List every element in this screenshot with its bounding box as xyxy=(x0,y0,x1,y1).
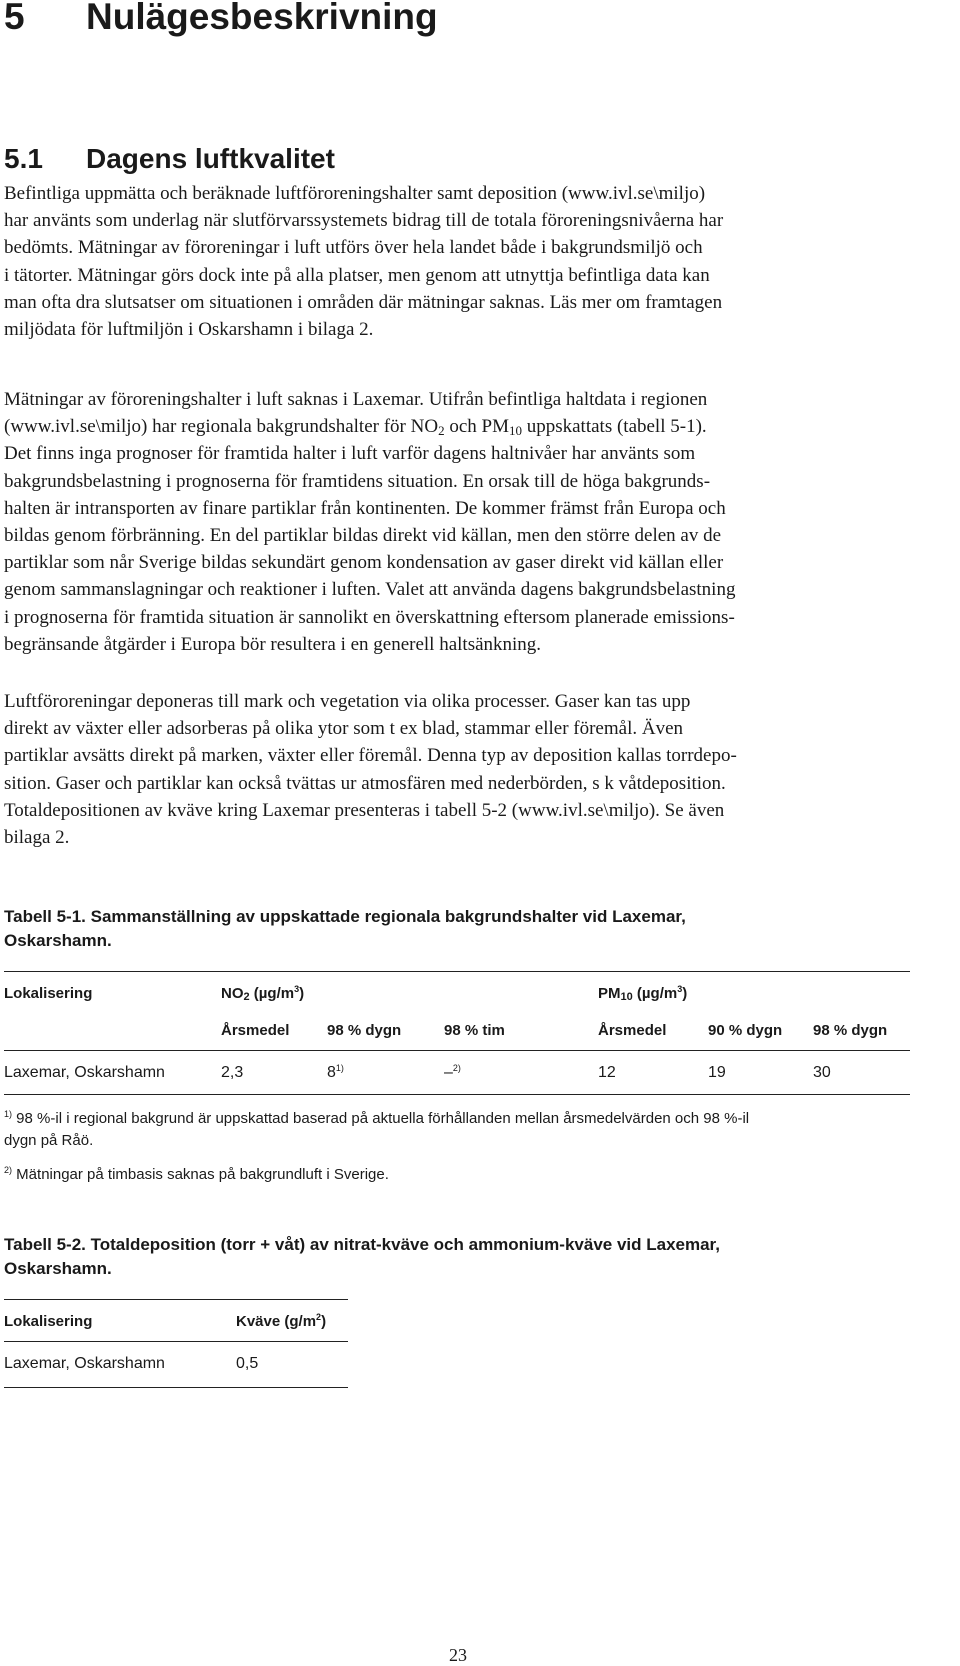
text-line: halten är intransporten av finare partiklar från kontinenten. De kommer främst från Europa och xyxy=(4,497,726,519)
table2-top-rule xyxy=(4,1299,348,1300)
chapter-number: 5 xyxy=(4,0,25,37)
text-line: bedömts. Mätningar av föroreningar i luft utförs över hela landet både i bakgrundsmiljö och xyxy=(4,237,703,259)
text-line-formula xyxy=(4,413,929,440)
table1-header-pm10 xyxy=(598,985,687,1002)
text-line: partiklar avsätts direkt på marken, växter eller föremål. Denna typ av deposition kallas torrdepo- xyxy=(4,745,737,767)
table1-subheader: Årsmedel xyxy=(221,1022,290,1039)
chapter-heading xyxy=(4,0,438,38)
table1-footnote-1 xyxy=(4,1108,934,1152)
table1-header-no2 xyxy=(221,985,304,1002)
text-line: Totaldepositionen av kväve kring Laxemar presenteras i tabell 5-2 (www.ivl.se\miljo). Se även xyxy=(4,799,725,821)
table1-cell-no2-tim xyxy=(444,1064,461,1082)
subscript: 10 xyxy=(508,423,522,439)
text-line: i tätorter. Mätningar görs dock inte på alla platser, men genom att utnyttja befintliga data kan xyxy=(4,264,710,286)
header-text: ) xyxy=(299,985,305,1002)
text-segment: uppskattats (tabell 5-1). xyxy=(521,416,707,438)
table1-subheader: 90 % dygn xyxy=(708,1022,783,1039)
text-line: Det finns inga prognoser för framtida halter i luft varför dagens haltnivåer har använts som xyxy=(4,443,696,465)
footnote-ref: 2) xyxy=(452,1063,461,1073)
table1-subheader: Årsmedel xyxy=(598,1022,667,1039)
caption-line: Oskarshamn. xyxy=(4,931,112,950)
text-segment: (www.ivl.se\miljo) har regionala bakgrundshalter för NO xyxy=(4,416,439,438)
paragraph-1 xyxy=(4,180,929,343)
table1-cell-pm-arsmedel: 12 xyxy=(598,1064,616,1081)
paragraph-3 xyxy=(4,688,929,851)
caption-line: Oskarshamn. xyxy=(4,1259,112,1278)
page-number: 23 xyxy=(449,1645,467,1665)
table1-cell-no2-arsmedel: 2,3 xyxy=(221,1064,244,1081)
section-number: 5.1 xyxy=(4,143,43,174)
header-text: ) xyxy=(682,985,688,1002)
table2-header-kvave xyxy=(236,1313,326,1330)
text-segment: och PM xyxy=(444,416,509,438)
table1-cell-location: Laxemar, Oskarshamn xyxy=(4,1064,165,1081)
table1-caption xyxy=(4,905,924,953)
paragraph-2 xyxy=(4,386,929,658)
table1-top-rule xyxy=(4,971,910,972)
text-line: sition. Gaser och partiklar kan också tvättas ur atmosfären med nederbörden, s k våtdeposition. xyxy=(4,772,726,794)
text-line: bakgrundsbelastning i prognoserna för framtidens situation. En orsak till de höga bakgrunds- xyxy=(4,470,711,492)
text-line: man ofta dra slutsatser om situationen i områden där mätningar saknas. Läs mer om framtagen xyxy=(4,291,723,313)
chapter-title: Nulägesbeskrivning xyxy=(86,0,438,37)
table2-bottom-rule xyxy=(4,1387,348,1388)
footnote-mark: 1) xyxy=(4,1109,13,1119)
table1-bottom-rule xyxy=(4,1094,910,1095)
table2-header-lokalisering: Lokalisering xyxy=(4,1313,93,1330)
header-text: Kväve (g/m xyxy=(236,1313,317,1330)
header-text: PM xyxy=(598,985,621,1002)
subscript: 2 xyxy=(438,423,445,439)
subscript: 2 xyxy=(243,991,250,1003)
superscript: 2 xyxy=(316,1312,322,1322)
footnote-line: dygn på Råö. xyxy=(4,1132,94,1149)
text-line: partiklar som når Sverige bildas sekundärt genom kondensation av gaser direkt vid källan eller xyxy=(4,552,724,574)
footnote-text: 98 %-il i regional bakgrund är uppskattad baserad på aktuella förhållanden mellan årsmedelvärden och 98 %-il xyxy=(12,1110,750,1127)
text-line: begränsande åtgärder i Europa bör resultera i en generell haltsänkning. xyxy=(4,633,542,655)
footnote-line xyxy=(4,1164,934,1186)
text-line: i prognoserna för framtida situation är sannolikt en överskattning eftersom planerade emissions- xyxy=(4,606,735,628)
text-line: direkt av växter eller adsorberas på olika ytor som t ex blad, stammar eller föremål. Även xyxy=(4,718,683,740)
superscript: 3 xyxy=(294,984,300,994)
text-line: genom sammanslagningar och reaktioner i luften. Valet att använda dagens bakgrundsbelastning xyxy=(4,579,736,601)
text-line: Luftföroreningar deponeras till mark och vegetation via olika processer. Gaser kan tas upp xyxy=(4,691,691,712)
footnote-line xyxy=(4,1108,934,1130)
table2-cell-location: Laxemar, Oskarshamn xyxy=(4,1355,165,1372)
table1-header-lokalisering: Lokalisering xyxy=(4,985,93,1002)
cell-value: – xyxy=(444,1064,453,1081)
table1-header-rule xyxy=(4,1050,910,1051)
text-line: miljödata för luftmiljön i Oskarshamn i bilaga 2. xyxy=(4,319,374,341)
header-text: (µg/m xyxy=(249,985,295,1002)
superscript: 3 xyxy=(677,984,683,994)
table1-cell-pm-dygn90: 19 xyxy=(708,1064,726,1081)
text-line: Mätningar av föroreningshalter i luft saknas i Laxemar. Utifrån befintliga haltdata i regionen xyxy=(4,389,708,410)
caption-line: Tabell 5-1. Sammanställning av uppskattade regionala bakgrundshalter vid Laxemar, xyxy=(4,907,686,926)
table1-cell-no2-dygn xyxy=(327,1064,344,1082)
table1-subheader: 98 % dygn xyxy=(327,1022,402,1039)
table1-cell-pm-dygn98: 30 xyxy=(813,1064,831,1081)
header-text: ) xyxy=(321,1313,327,1330)
table2-caption xyxy=(4,1233,924,1281)
table2-cell-kvave: 0,5 xyxy=(236,1355,259,1372)
section-heading xyxy=(4,143,335,175)
header-text: NO xyxy=(221,985,244,1002)
footnote-text: Mätningar på timbasis saknas på bakgrundluft i Sverige. xyxy=(12,1166,389,1183)
text-line: har använts som underlag när slutförvarssystemets bidrag till de totala föroreningsnivåerna har xyxy=(4,210,724,232)
text-line: bildas genom förbränning. En del partiklar bildas direkt vid källan, men den större delen av de xyxy=(4,525,722,547)
table1-subheader: 98 % dygn xyxy=(813,1022,888,1039)
subscript: 10 xyxy=(620,991,633,1003)
table2-header-rule xyxy=(4,1341,348,1342)
cell-value: 8 xyxy=(327,1064,336,1081)
table1-subheader: 98 % tim xyxy=(444,1022,505,1039)
text-line: bilaga 2. xyxy=(4,827,70,849)
section-title: Dagens luftkvalitet xyxy=(86,143,335,174)
table1-footnote-2 xyxy=(4,1164,934,1186)
footnote-ref: 1) xyxy=(335,1063,344,1073)
text-line: Befintliga uppmätta och beräknade luftföroreningshalter samt deposition (www.ivl.se\miljo) xyxy=(4,183,706,204)
caption-line: Tabell 5-2. Totaldeposition (torr + våt) av nitrat-kväve och ammonium-kväve vid Laxemar, xyxy=(4,1235,720,1254)
footnote-mark: 2) xyxy=(4,1165,13,1175)
header-text: (µg/m xyxy=(632,985,678,1002)
